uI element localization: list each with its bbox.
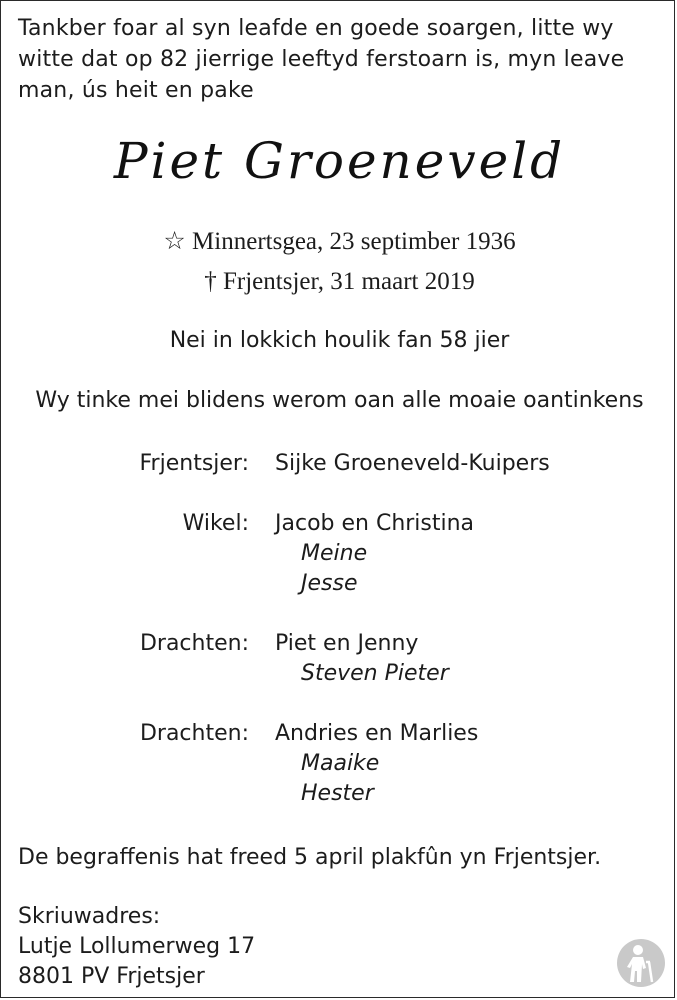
- family-entry: [275, 449, 675, 479]
- person-with-cane-icon: [616, 938, 666, 988]
- grandchild-name: Jesse: [301, 571, 358, 596]
- birth-line: ☆ Minnertsgea, 23 septimber 1936: [163, 228, 516, 255]
- grandchild-name: Steven Pieter: [301, 661, 449, 686]
- address-city: 8801 PV Frjetsjer: [18, 964, 205, 989]
- address-label: Skriuwadres:: [18, 904, 161, 929]
- family-place: Drachten:: [139, 721, 249, 746]
- grandchild-name: Hester: [301, 781, 374, 806]
- death-line: † Frjentsjer, 31 maart 2019: [204, 268, 475, 295]
- intro-line: Tankber foar al syn leafde en goede soargen, litte wy: [18, 16, 614, 41]
- family-place: Drachten:: [139, 631, 249, 656]
- intro-line: man, ús heit en pake: [18, 78, 254, 103]
- family-names: Piet en Jenny: [275, 631, 419, 656]
- grandchild-name: Maaike: [301, 751, 380, 776]
- memories-line: Wy tinke mei blidens werom oan alle moaie oantinkens: [35, 388, 644, 413]
- funeral-notice: De begraffenis hat freed 5 april plakfûn yn Frjentsjer.: [18, 845, 602, 870]
- intro-text: [18, 13, 658, 106]
- family-entry: [275, 509, 675, 599]
- family-place: Wikel:: [182, 511, 249, 536]
- family-names: Andries en Marlies: [275, 721, 479, 746]
- marriage-line: Nei in lokkich houlik fan 58 jier: [169, 328, 510, 353]
- deceased-name: Piet Groeneveld: [113, 132, 566, 190]
- grandchild-name: Meine: [301, 541, 368, 566]
- family-entry: [275, 629, 675, 689]
- address-street: Lutje Lollumerweg 17: [18, 934, 256, 959]
- family-entry: [275, 719, 675, 809]
- family-names: Jacob en Christina: [275, 511, 475, 536]
- family-place: Frjentsjer:: [139, 451, 249, 476]
- intro-line: witte dat op 82 jierrige leeftyd ferstoarn is, myn leave: [18, 47, 625, 72]
- family-names: Sijke Groeneveld-Kuipers: [275, 451, 550, 476]
